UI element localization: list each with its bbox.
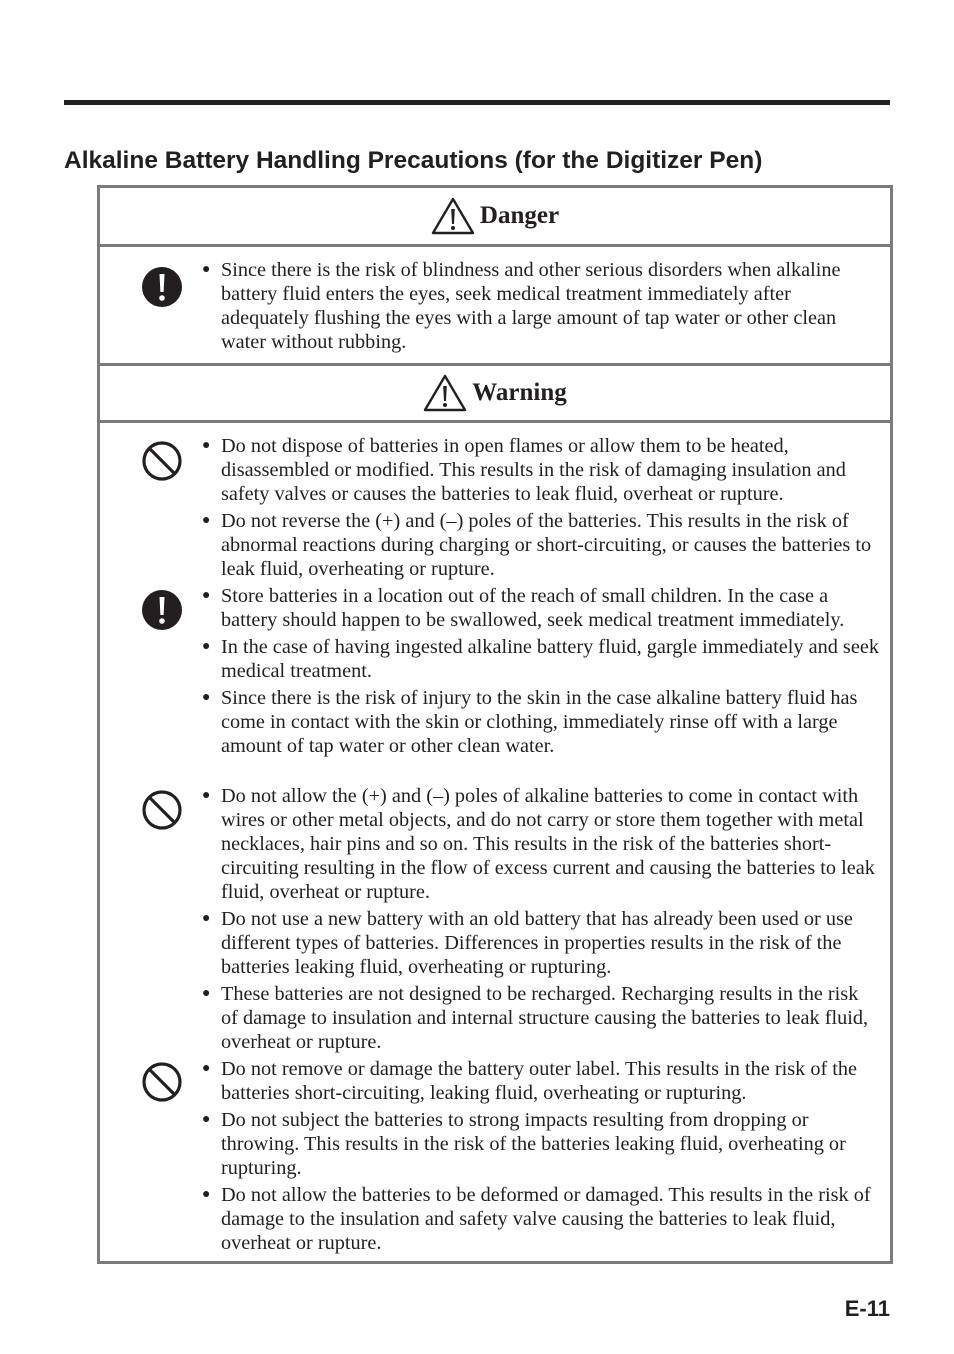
bullet-icon: ●: [202, 788, 211, 803]
item-text: Since there is the risk of blindness and other serious disorders when alkaline battery fluid enters the eyes, seek medical treatment immediately after adequately flushing the eyes with a large amount of tap water or other clean water without rubbing.: [221, 259, 841, 353]
bullet-icon: ●: [202, 986, 211, 1001]
list-item: [200, 584, 880, 632]
item-text: Since there is the risk of injury to the skin in the case alkaline battery fluid has come in contact with the skin or clothing, immediately rinse off with a large amount of tap water or other clean water.: [221, 687, 858, 757]
list-item: [200, 1108, 880, 1180]
list-item: [200, 784, 880, 904]
prohibition-icon: [140, 1060, 184, 1104]
item-text: Do not allow the (+) and (–) poles of alkaline batteries to come in contact with wires or other metal objects, and do not carry or store them together with metal necklaces, hair pins and so on. This results in the risk of the batteries short-circuiting resulting in the flow of excess current and causing the batteries to leak fluid, overheat or rupture.: [221, 785, 875, 903]
list-item: [200, 1057, 880, 1105]
bullet-icon: ●: [202, 911, 211, 926]
mandatory-action-icon: [140, 588, 184, 632]
list-item: [200, 907, 880, 979]
item-text: Do not use a new battery with an old battery that has already been used or use different types of batteries. Differences in properties results in the risk of the batteries leaking fluid, overheating or rupturing.: [221, 908, 853, 978]
bullet-icon: ●: [202, 1112, 211, 1127]
top-rule: [64, 100, 890, 105]
divider: [100, 420, 890, 423]
bullet-icon: ●: [202, 438, 211, 453]
bullet-icon: ●: [202, 588, 211, 603]
divider: [100, 244, 890, 247]
item-text: These batteries are not designed to be recharged. Recharging results in the risk of damage to insulation and internal structure causing the batteries to leak fluid, overheat or rupture.: [221, 983, 869, 1053]
list-item: [200, 982, 880, 1054]
warning-list-group-4: [200, 1057, 880, 1258]
bullet-icon: ●: [202, 513, 211, 528]
page-title: Alkaline Battery Handling Precautions (for the Digitizer Pen): [64, 147, 763, 174]
item-text: Do not reverse the (+) and (–) poles of the batteries. This results in the risk of abnormal reactions during charging or short-circuiting, or causes the batteries to leak fluid, overheating or rupture.: [221, 510, 872, 580]
list-item: [200, 434, 880, 506]
bullet-icon: ●: [202, 639, 211, 654]
bullet-icon: ●: [202, 1187, 211, 1202]
warning-triangle-icon: [431, 197, 475, 235]
list-item: [200, 635, 880, 683]
warning-list-group-1: [200, 434, 880, 584]
prohibition-icon: [140, 788, 184, 832]
warning-list-group-3: [200, 784, 880, 1057]
list-item: [200, 686, 880, 758]
bullet-icon: ●: [202, 1061, 211, 1076]
bullet-icon: ●: [202, 262, 211, 277]
danger-list: [200, 258, 880, 357]
item-text: Do not dispose of batteries in open flames or allow them to be heated, disassembled or modified. This results in the risk of damaging insulation and safety valves or causes the batteries to leak fluid, overheat or rupture.: [221, 435, 846, 505]
danger-header: [100, 188, 890, 244]
item-text: In the case of having ingested alkaline battery fluid, gargle immediately and seek medical treatment.: [221, 636, 879, 682]
danger-heading: Danger: [479, 202, 560, 229]
warning-triangle-icon: [423, 374, 467, 412]
item-text: Do not remove or damage the battery outer label. This results in the risk of the batteries short-circuiting, leaking fluid, overheating or rupturing.: [221, 1058, 858, 1104]
precautions-box: [97, 185, 893, 1264]
list-item: [200, 509, 880, 581]
prohibition-icon: [140, 439, 184, 483]
warning-heading: Warning: [472, 379, 567, 406]
item-text: Store batteries in a location out of the reach of small children. In the case a battery should happen to be swallowed, seek medical treatment immediately.: [221, 585, 845, 631]
item-text: Do not subject the batteries to strong impacts resulting from dropping or throwing. This results in the risk of the batteries leaking fluid, overheating or rupturing.: [221, 1109, 846, 1179]
item-text: Do not allow the batteries to be deformed or damaged. This results in the risk of damage to the insulation and safety valve causing the batteries to leak fluid, overheat or rupture.: [221, 1184, 871, 1254]
warning-list-group-2: [200, 584, 880, 761]
mandatory-action-icon: [140, 265, 184, 309]
list-item: [200, 1183, 880, 1255]
bullet-icon: ●: [202, 690, 211, 705]
page-number: E-11: [844, 1296, 890, 1321]
list-item: [200, 258, 880, 354]
warning-header: [100, 366, 890, 420]
